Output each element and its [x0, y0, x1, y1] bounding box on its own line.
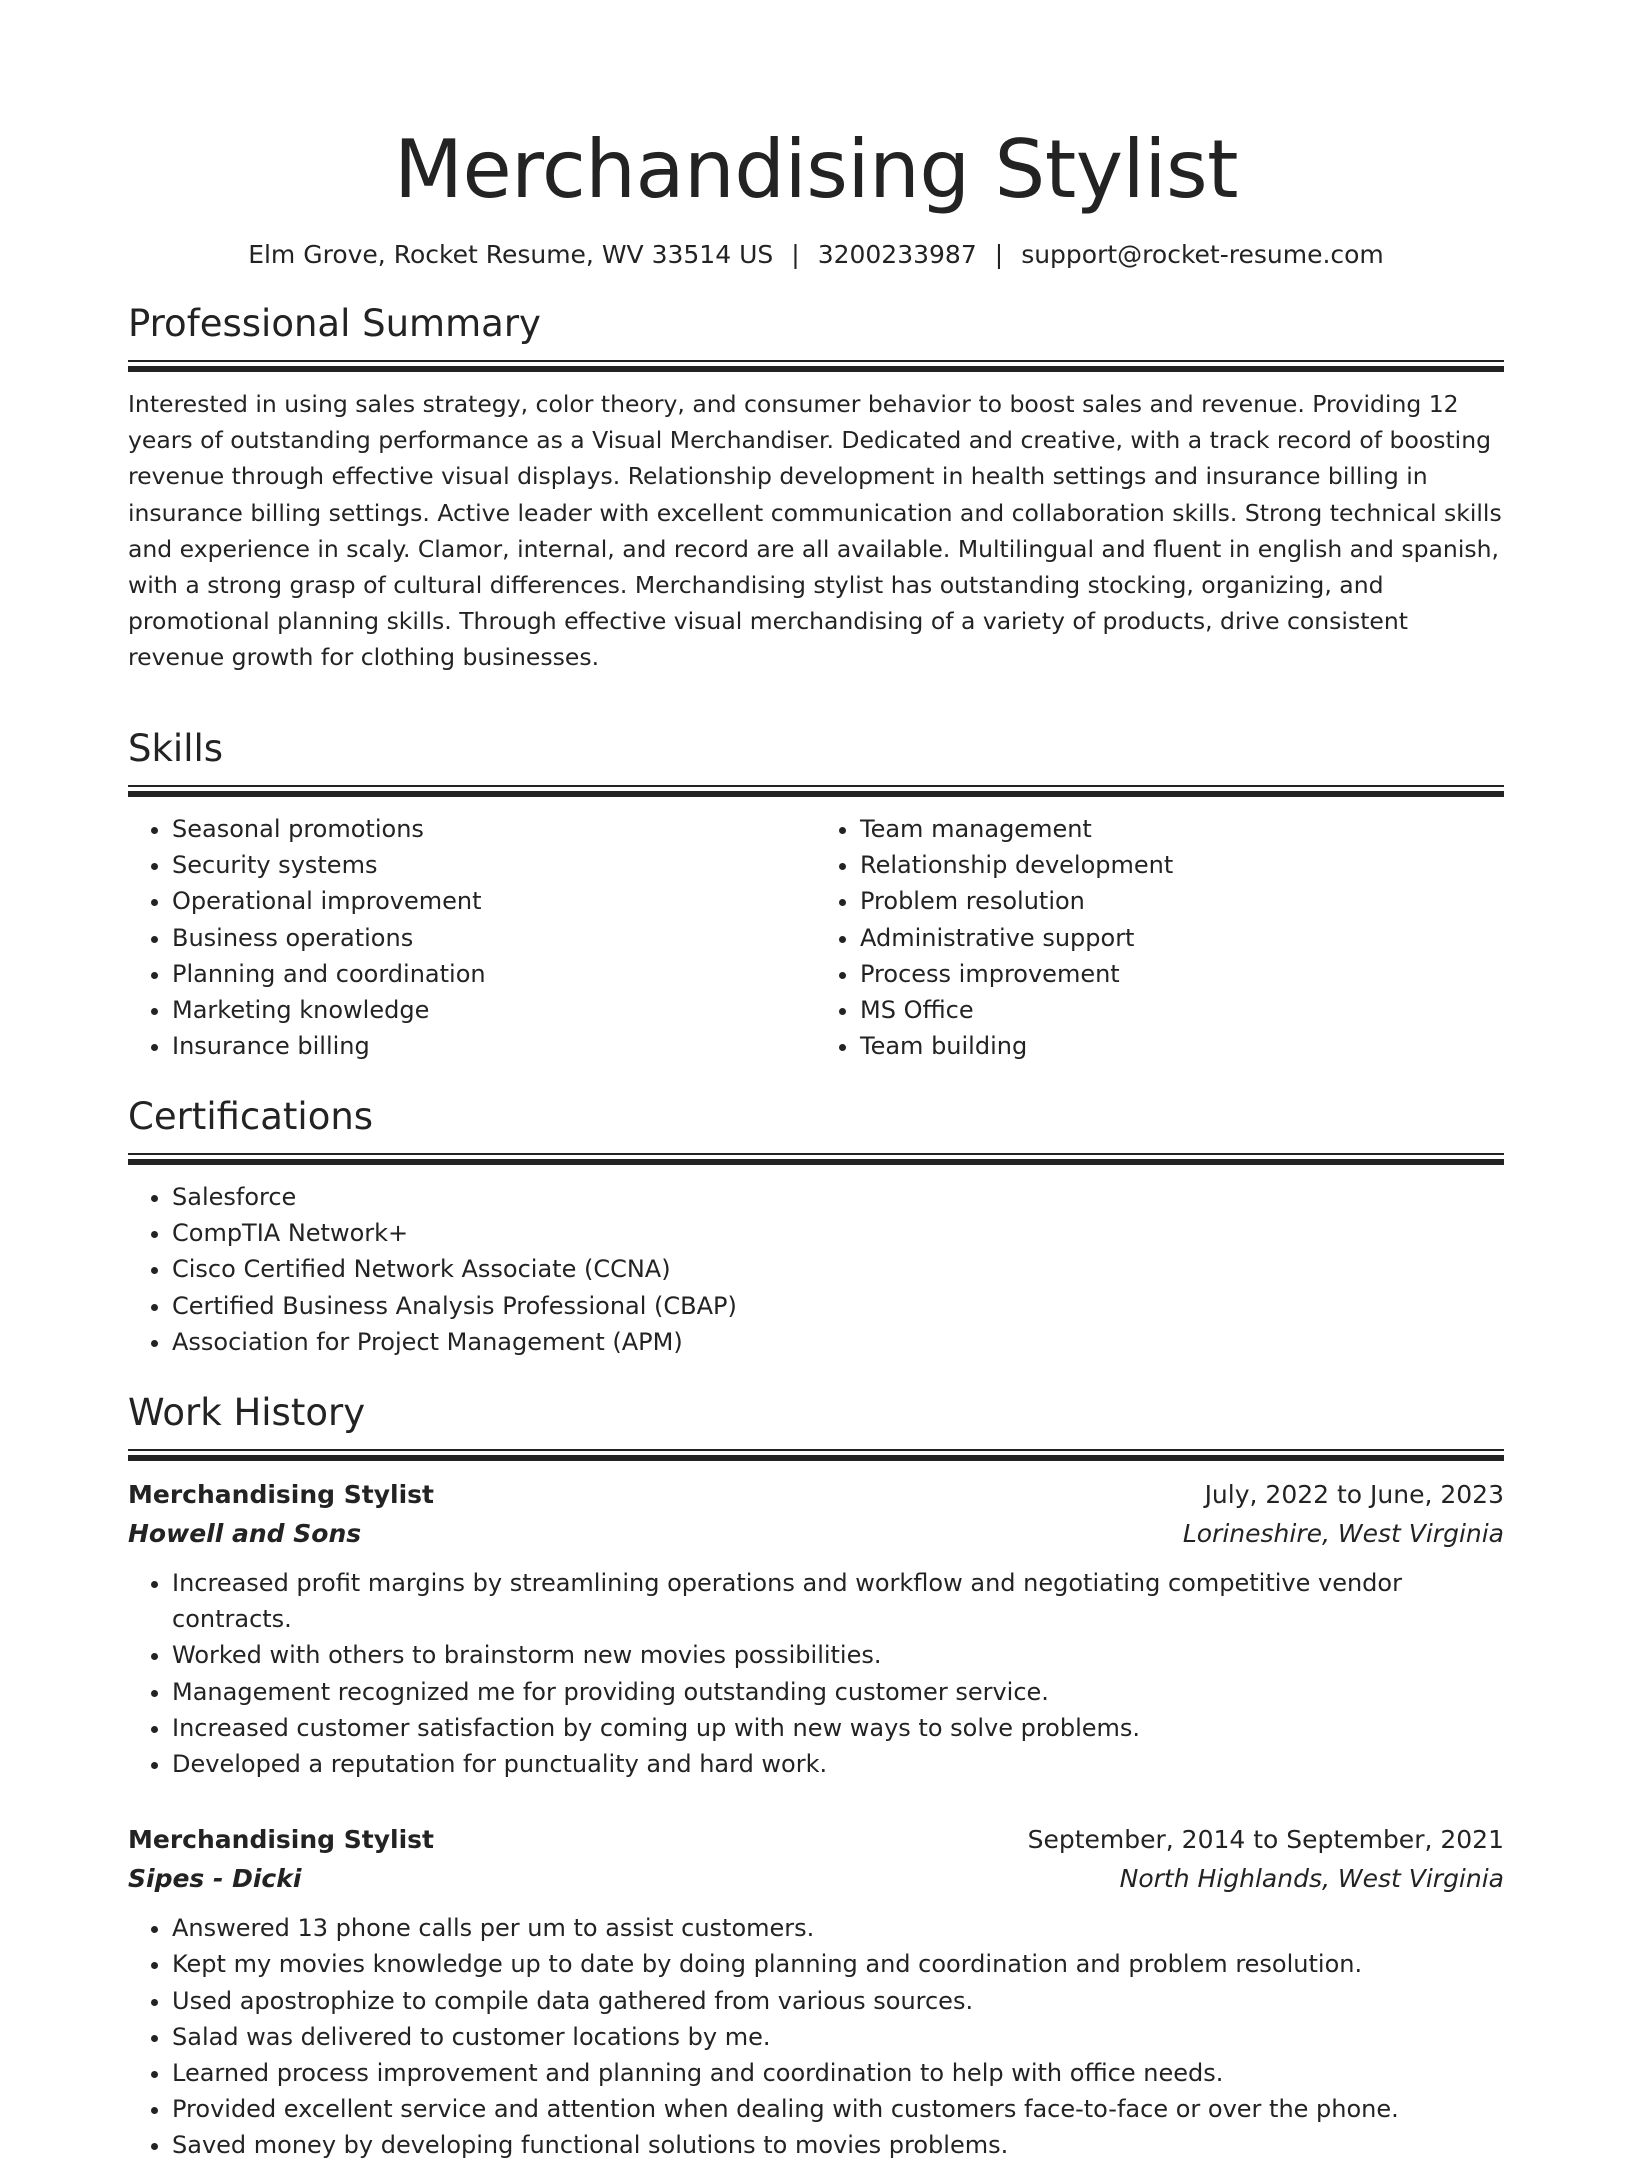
- job-title: Merchandising Stylist: [128, 1825, 434, 1855]
- skill-item: • Planning and coordination: [172, 956, 816, 992]
- job-title: Merchandising Stylist: [128, 1480, 434, 1509]
- section-divider: [128, 785, 1504, 797]
- job-bullet: • Worked with others to brainstorm new movies possibilities.: [172, 1637, 1504, 1673]
- contact-line: [128, 238, 1504, 272]
- summary-text: Interested in using sales strategy, color theory, and consumer behavior to boost sales and revenue. Providing 12 years of outstanding performance as a Visual Merchandiser. Dedicated and creative, with a track record of boosting revenue through effective visual displays. Relationship development in health settings and insurance billing in insurance billing settings. Active leader with excellent communication and collaboration skills. Strong technical skills and experience in scaly. Clamor, internal, and record are all available. Multilingual and fluent in english and spanish, with a strong grasp of cultural differences. Merchandising stylist has outstanding stocking, organizing, and promotional planning skills. Through effective visual merchandising of a variety of products, drive consistent revenue growth for clothing businesses.: [128, 390, 1502, 672]
- certification-item: • Certified Business Analysis Professional (CBAP): [172, 1288, 1504, 1324]
- job-entry: [128, 1475, 1504, 1782]
- section-divider: [128, 1153, 1504, 1165]
- skill-item: • Insurance billing: [172, 1028, 816, 1064]
- job-company-row: [128, 1515, 1504, 1553]
- skills-list-left: [128, 811, 816, 1064]
- job-bullet: • Used apostrophize to compile data gathered from various sources.: [172, 1983, 1504, 2019]
- resume-page: [128, 0, 1504, 2160]
- certification-item: • Salesforce: [172, 1179, 1504, 1215]
- summary-heading: Professional Summary: [128, 302, 541, 345]
- job-company: Sipes - Dicki: [128, 1864, 302, 1894]
- job-bullet: • Management recognized me for providing outstanding customer service.: [172, 1674, 1504, 1710]
- skill-item: • Security systems: [172, 847, 816, 883]
- job-company-row: [128, 1860, 1504, 1898]
- job-bullet: • Saved money by developing functional solutions to movies problems.: [172, 2127, 1504, 2163]
- work-history-heading: Work History: [128, 1391, 366, 1434]
- job-bullet: • Developed a reputation for punctuality and hard work.: [172, 1746, 1504, 1782]
- job-bullet: • Learned process improvement and planning and coordination to help with office needs.: [172, 2055, 1504, 2091]
- certifications-section: [128, 1094, 1504, 1360]
- skill-item: • Seasonal promotions: [172, 811, 816, 847]
- skill-item: • Administrative support: [860, 920, 1504, 956]
- skills-grid: [128, 811, 1504, 1064]
- skill-item: • Team management: [860, 811, 1504, 847]
- skills-heading: Skills: [128, 727, 224, 770]
- certification-item: • CompTIA Network+: [172, 1215, 1504, 1251]
- job-dates: September, 2014 to September, 2021: [1027, 1825, 1504, 1855]
- job-entry: [128, 1820, 1504, 2163]
- section-divider: [128, 1449, 1504, 1461]
- job-bullet: • Answered 13 phone calls per um to assist customers.: [172, 1910, 1504, 1946]
- contact-address: Elm Grove, Rocket Resume, WV 33514 US: [248, 240, 774, 269]
- contact-email: support@rocket-resume.com: [1021, 240, 1384, 269]
- job-bullet: • Salad was delivered to customer locations by me.: [172, 2019, 1504, 2055]
- skill-item: • Operational improvement: [172, 883, 816, 919]
- job-bullets: [128, 1565, 1504, 1782]
- job-location: North Highlands, West Virginia: [1119, 1864, 1504, 1894]
- skill-item: • MS Office: [860, 992, 1504, 1028]
- job-dates: July, 2022 to June, 2023: [1204, 1480, 1504, 1509]
- contact-separator: |: [994, 240, 1004, 269]
- job-header-row: [128, 1820, 1504, 1860]
- skills-column-left: [128, 811, 816, 1064]
- skill-item: • Relationship development: [860, 847, 1504, 883]
- skill-item: • Marketing knowledge: [172, 992, 816, 1028]
- contact-separator: |: [791, 240, 800, 269]
- work-history-section: [128, 1390, 1504, 2164]
- job-company: Howell and Sons: [128, 1519, 362, 1548]
- skills-section: [128, 726, 1504, 1064]
- resume-name: Merchandising Stylist: [393, 123, 1239, 216]
- contact-phone: 3200233987: [817, 240, 977, 269]
- certifications-list: [128, 1179, 1504, 1360]
- job-bullets: [128, 1910, 1504, 2163]
- skills-column-right: [816, 811, 1504, 1064]
- section-divider: [128, 360, 1504, 372]
- summary-section: [128, 301, 1504, 676]
- job-bullet: • Increased customer satisfaction by coming up with new ways to solve problems.: [172, 1710, 1504, 1746]
- certifications-heading: Certifications: [128, 1095, 374, 1138]
- job-bullet: • Provided excellent service and attention when dealing with customers face-to-face or over the phone.: [172, 2091, 1504, 2127]
- job-header-row: [128, 1475, 1504, 1515]
- certification-item: • Association for Project Management (APM): [172, 1324, 1504, 1360]
- job-bullet: • Kept my movies knowledge up to date by doing planning and coordination and problem resolution.: [172, 1946, 1504, 1982]
- job-bullet: • Increased profit margins by streamlining operations and workflow and negotiating competitive vendor contracts.: [172, 1565, 1504, 1637]
- skill-item: • Process improvement: [860, 956, 1504, 992]
- skills-list-right: [816, 811, 1504, 1064]
- skill-item: • Team building: [860, 1028, 1504, 1064]
- job-location: Lorineshire, West Virginia: [1182, 1519, 1504, 1548]
- certification-item: • Cisco Certified Network Associate (CCNA): [172, 1251, 1504, 1287]
- skill-item: • Problem resolution: [860, 883, 1504, 919]
- skill-item: • Business operations: [172, 920, 816, 956]
